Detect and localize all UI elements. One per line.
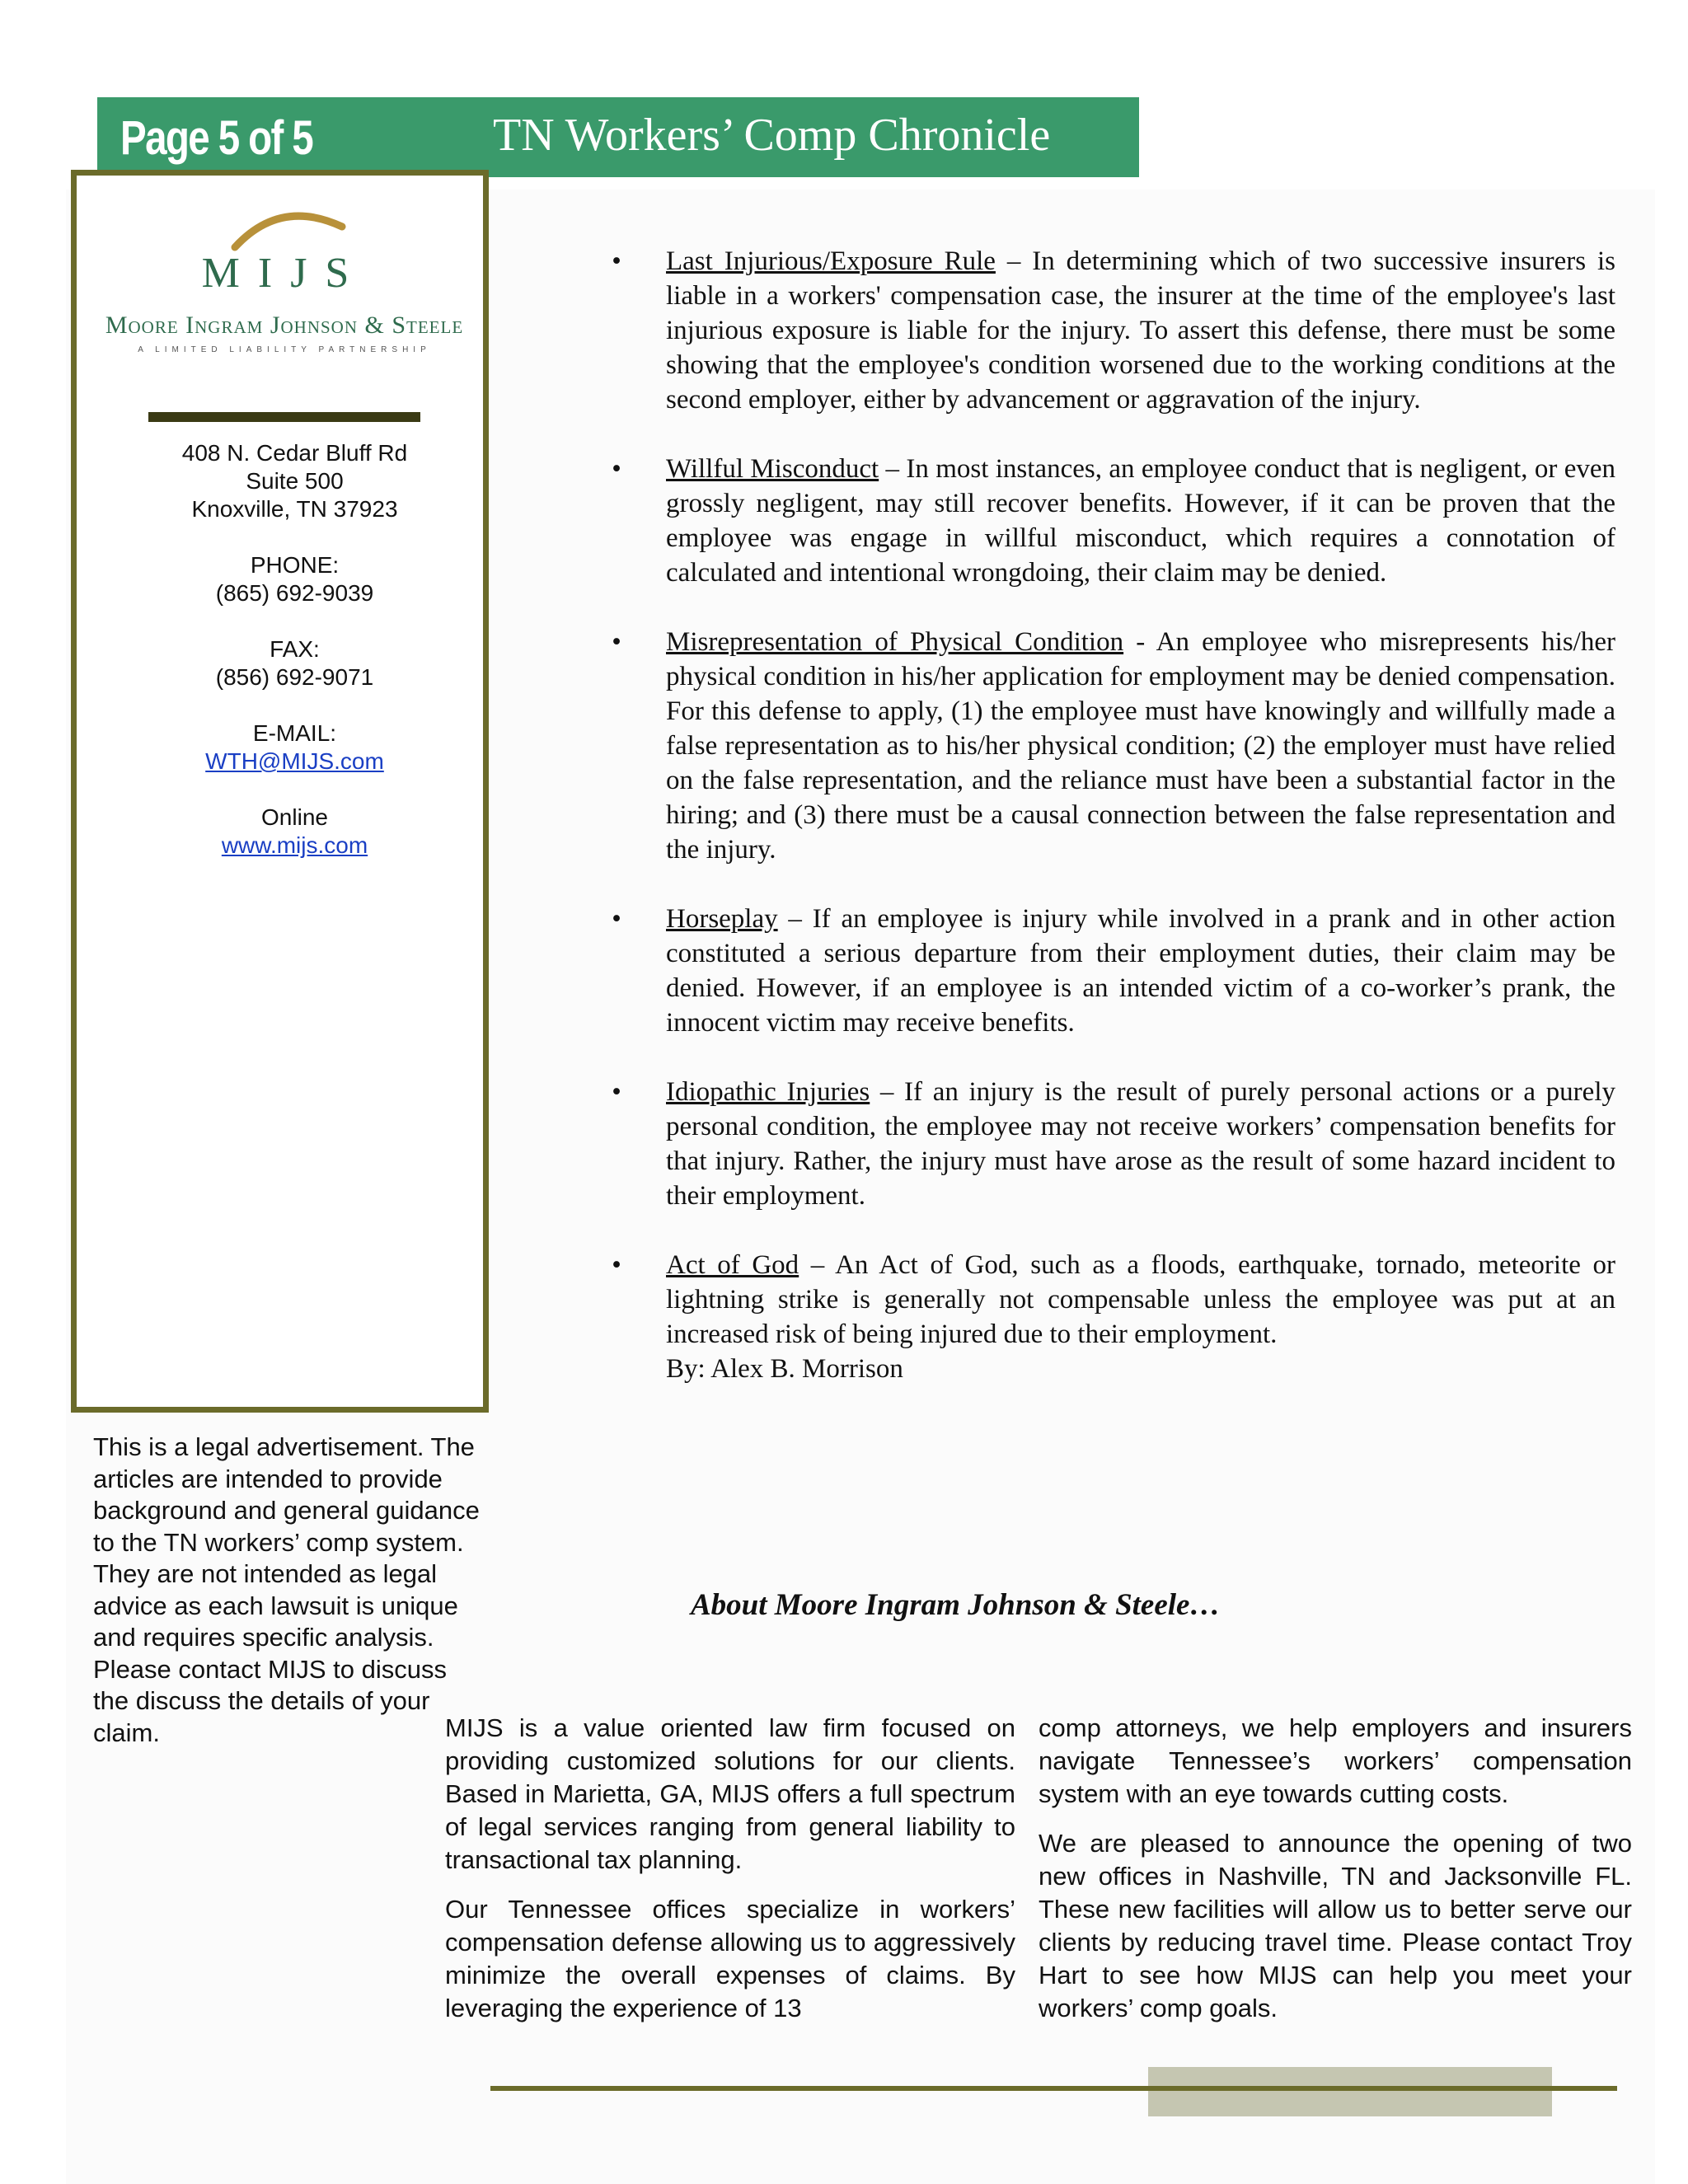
page-number: Page 5 of 5 — [120, 111, 313, 165]
legal-disclaimer: This is a legal advertisement. The articles are intended to provide background and general guidance to the TN workers’ comp system. They are not intended as legal advice as each lawsuit is unique and requires specific analysis. Please contact MIJS to discuss the discuss the details of your claim. — [93, 1432, 480, 1747]
logo-firm-name: Moore Ingram Johnson & Steele — [105, 312, 464, 339]
bullet-term: Act of God — [666, 1250, 799, 1280]
defenses-list — [608, 244, 1615, 1386]
article-byline: By: Alex B. Morrison — [666, 1354, 903, 1384]
about-paragraph: Our Tennessee offices specialize in workers’ compensation defense allowing us to aggressively minimize the overall expenses of claims. By leveraging the experience of 13 — [445, 1895, 1015, 2022]
bullet-text: – If an employee is injury while involved in a prank and in other action constituted a serious departure from their employment duties, their claim may be denied. However, if an employee is an intended victim of a co-worker’s prank, the innocent victim may receive benefits. — [666, 904, 1615, 1038]
address-line: Suite 500 — [246, 468, 344, 494]
email-label: E-MAIL: — [252, 720, 337, 746]
about-paragraph: comp attorneys, we help employers and insurers navigate Tennessee’s workers’ compensation system with an eye towards cutting costs. — [1039, 1713, 1632, 1808]
bullet-icon: • — [612, 904, 621, 934]
bullet-term: Willful Misconduct — [666, 454, 879, 484]
address-line: Knoxville, TN 37923 — [191, 496, 398, 522]
footer-rule — [490, 2086, 1617, 2091]
bullet-icon: • — [612, 246, 621, 276]
footer-accent-block — [1148, 2067, 1552, 2116]
bullet-icon: • — [612, 454, 621, 484]
online-label: Online — [261, 804, 328, 830]
bullet-term: Horseplay — [666, 904, 778, 934]
about-paragraph: MIJS is a value oriented law firm focused on providing customized solutions for our clients. Based in Marietta, GA, MIJS offers a full spectrum of legal services ranging from general liability to transactional tax planning. — [445, 1713, 1015, 1874]
bullet-text: – In most instances, an employee conduct that is negligent, or even grossly negligent, may still recover benefits. However, if it can be proven that the employee was engage in willful misconduct, which requires a connotation of calculated and intentional wrongdoing, their claim may be denied. — [666, 454, 1615, 588]
bullet-term: Idiopathic Injuries — [666, 1077, 870, 1107]
list-item — [608, 625, 1615, 867]
newsletter-title: TN Workers’ Comp Chronicle — [493, 110, 1051, 161]
bullet-text: – An Act of God, such as a floods, earthquake, tornado, meteorite or lightning strike is generally not compensable unless the employee was put at an increased risk of being injured due to their employment. — [666, 1250, 1615, 1349]
bullet-text: – If an injury is the result of purely personal actions or a purely personal condition, the employee may not receive workers’ compensation benefits for that injury. Rather, the injury must have arose as the result of some hazard incident to their employment. — [666, 1077, 1615, 1211]
phone-label: PHONE: — [250, 552, 340, 578]
list-item — [608, 1075, 1615, 1213]
about-column-right — [1039, 1712, 1632, 2041]
list-item — [608, 902, 1615, 1040]
bullet-icon: • — [612, 627, 621, 657]
firm-logo — [95, 202, 474, 367]
fax-number: (856) 692-9071 — [215, 664, 374, 690]
list-item — [608, 244, 1615, 417]
phone-number: (865) 692-9039 — [215, 580, 374, 606]
list-item — [608, 1248, 1615, 1352]
bullet-text: – In determining which of two successive insurers is liable in a workers' compensation case, the insurer at the time of the employee's last injurious exposure is liable for the injury. To assert this defense, there must be some showing that the employee's condition worsened due to the working conditions at the second employer, either by advancement or aggravation of the injury. — [666, 246, 1615, 415]
about-column-left — [445, 1712, 1015, 2041]
address-line: 408 N. Cedar Bluff Rd — [181, 440, 408, 466]
logo-mark: MIJS — [201, 250, 368, 297]
contact-info — [99, 439, 490, 888]
about-paragraph: We are pleased to announce the opening of two new offices in Nashville, TN and Jacksonville FL. These new facilities will allow us to better serve our clients by reducing travel time. Please contact Troy Hart to see how MIJS can help you meet your workers’ comp goals. — [1039, 1829, 1632, 2022]
logo-tagline: A LIMITED LIABILITY PARTNERSHIP — [138, 345, 431, 354]
fax-label: FAX: — [270, 636, 320, 662]
email-link[interactable]: WTH@MIJS.com — [205, 748, 384, 774]
about-heading: About Moore Ingram Johnson & Steele… — [691, 1588, 1221, 1622]
bullet-term: Misrepresentation of Physical Condition — [666, 627, 1124, 657]
bullet-term: Last Injurious/Exposure Rule — [666, 246, 996, 276]
sidebar-divider — [148, 412, 420, 422]
bullet-text: - An employee who misrepresents his/her physical condition in his/her application for employment may be denied compensation. For this defense to apply, (1) the employee must have knowingly and willfully made a false representation as to his/her physical condition; (2) the employer must have relied on the false representation, and the reliance must have been a substantial factor in the hiring; and (3) there must be a causal connection between the false representation and the injury. — [666, 627, 1615, 865]
bullet-icon: • — [612, 1077, 621, 1107]
bullet-icon: • — [612, 1250, 621, 1280]
website-link[interactable]: www.mijs.com — [221, 832, 368, 858]
list-item — [608, 452, 1615, 590]
logo-arc-icon — [231, 202, 346, 251]
